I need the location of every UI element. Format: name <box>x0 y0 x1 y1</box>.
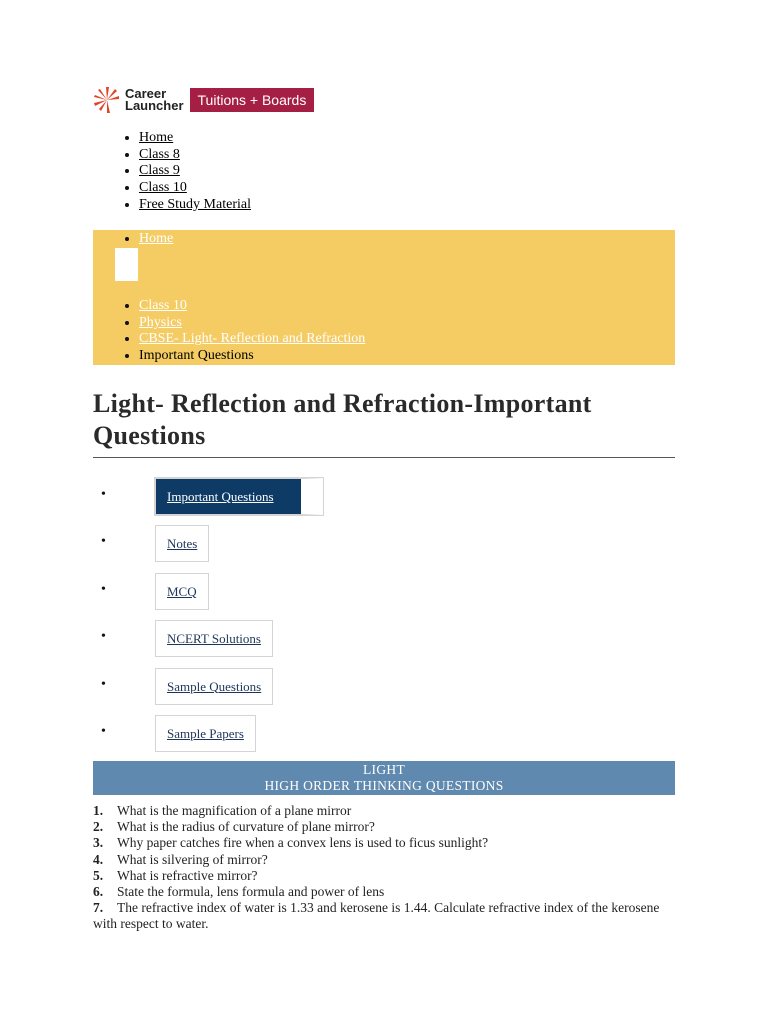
tab-sample-papers[interactable]: Sample Papers <box>155 715 256 752</box>
nav-link-free-study-material[interactable]: Free Study Material <box>139 196 251 212</box>
question-text: The refractive index of water is 1.33 and kerosene is 1.44. Calculate refractive index of the kerosene with respect to water. <box>93 900 660 932</box>
question-item <box>93 884 675 900</box>
logo-line1: Career <box>125 86 167 101</box>
question-item <box>93 803 675 819</box>
top-navigation <box>93 130 251 214</box>
question-text: State the formula, lens formula and power of lens <box>117 884 385 900</box>
question-item <box>93 900 675 932</box>
logo-wordmark <box>125 88 184 112</box>
breadcrumb-item-chapter <box>139 331 365 348</box>
breadcrumb-link-class-10[interactable]: Class 10 <box>139 298 187 313</box>
section-banner <box>93 761 675 795</box>
nav-link-class-8[interactable]: Class 8 <box>139 146 180 162</box>
tab-sample-questions[interactable]: Sample Questions <box>155 668 273 705</box>
breadcrumb-list <box>93 298 365 365</box>
breadcrumb-item-physics <box>139 315 365 332</box>
question-number: 5. <box>93 867 104 883</box>
breadcrumb-link-physics[interactable]: Physics <box>139 314 182 330</box>
nav-item-class-8 <box>139 147 251 164</box>
question-number: 7. <box>93 900 104 916</box>
breadcrumb-separator <box>115 248 138 281</box>
breadcrumb-link-home[interactable]: Home <box>139 231 174 246</box>
question-number: 2. <box>93 819 104 835</box>
logo-line2: Launcher <box>125 98 184 113</box>
banner-subtitle: HIGH ORDER THINKING QUESTIONS <box>264 777 504 793</box>
question-text: What is refractive mirror? <box>117 867 258 883</box>
nav-item-home <box>139 130 251 147</box>
question-item <box>93 835 675 851</box>
breadcrumb-current: Important Questions <box>139 348 254 364</box>
banner-title: LIGHT <box>363 762 405 777</box>
nav-link-home[interactable]: Home <box>139 130 174 145</box>
question-number: 1. <box>93 803 104 818</box>
question-item <box>93 819 675 835</box>
question-number: 6. <box>93 884 104 900</box>
question-item <box>93 852 675 868</box>
logo-tag: Tuitions + Boards <box>190 88 315 112</box>
question-item <box>93 868 675 884</box>
breadcrumb-item-home <box>139 231 173 248</box>
nav-link-class-9[interactable]: Class 9 <box>139 163 180 179</box>
tab-ncert-solutions[interactable]: NCERT Solutions <box>155 620 273 657</box>
breadcrumb <box>93 230 675 365</box>
site-logo[interactable] <box>93 86 314 114</box>
tab-notes[interactable]: Notes <box>155 525 209 562</box>
nav-item-class-10 <box>139 180 251 197</box>
nav-link-class-10[interactable]: Class 10 <box>139 180 187 196</box>
tab-important-questions[interactable]: Important Questions <box>155 478 323 515</box>
question-text: Why paper catches fire when a convex lens is used to ficus sunlight? <box>117 835 489 851</box>
question-number: 3. <box>93 835 104 851</box>
breadcrumb-link-chapter[interactable]: CBSE- Light- Reflection and Refraction <box>139 331 366 347</box>
nav-item-class-9 <box>139 163 251 180</box>
breadcrumb-item-class-10 <box>139 298 365 315</box>
career-launcher-logo-icon <box>93 86 121 114</box>
nav-item-free-study-material <box>139 197 251 214</box>
breadcrumb-home-list <box>93 231 173 248</box>
tab-mcq[interactable]: MCQ <box>155 573 209 610</box>
title-divider <box>93 457 675 458</box>
question-text: What is the radius of curvature of plane mirror? <box>117 819 375 835</box>
question-list <box>93 803 675 933</box>
question-number: 4. <box>93 851 104 867</box>
breadcrumb-item-current <box>139 348 365 365</box>
question-text: What is silvering of mirror? <box>117 851 268 867</box>
question-text: What is the magnification of a plane mirror <box>117 803 352 818</box>
page-title: Light- Reflection and Refraction-Important Questions <box>93 389 592 450</box>
